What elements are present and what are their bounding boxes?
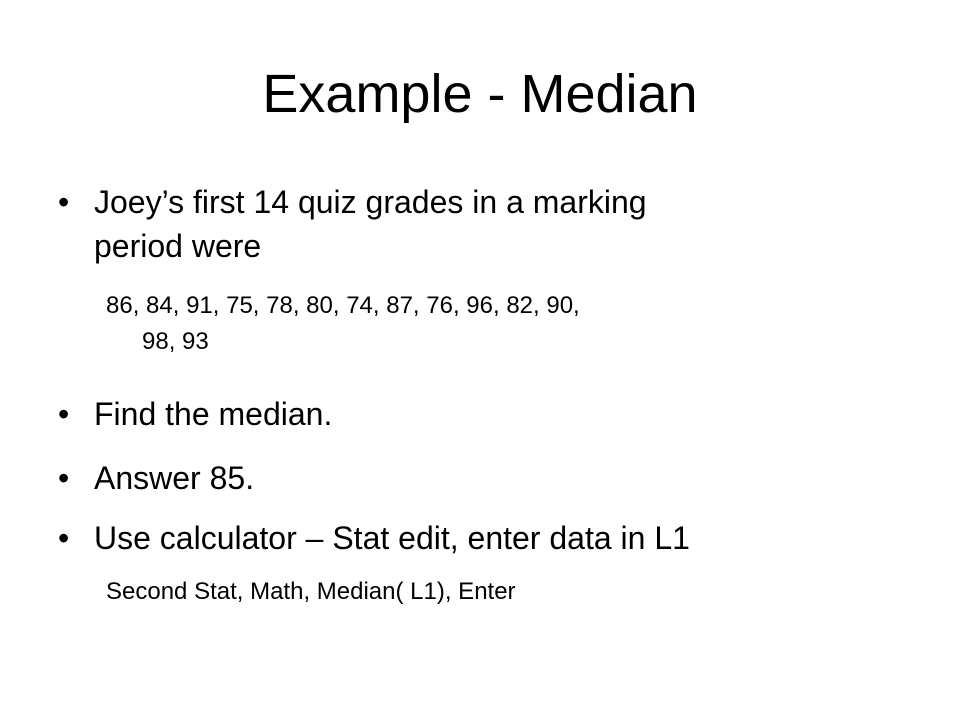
bullet-marker: • bbox=[58, 184, 70, 220]
bullet-answer bbox=[58, 456, 918, 500]
bullet-marker: • bbox=[58, 396, 70, 432]
bullet-text: Answer 85. bbox=[94, 460, 255, 496]
bullet-use-calculator bbox=[58, 516, 918, 560]
bullet-text-line-1: Joey’s first 14 quiz grades in a marking bbox=[94, 184, 647, 220]
quiz-grades-values bbox=[106, 288, 580, 360]
bullet-text-line-2: period were bbox=[94, 228, 262, 264]
bullet-text bbox=[94, 180, 918, 268]
bullet-text: Find the median. bbox=[94, 396, 333, 432]
bullet-quiz-grades bbox=[58, 180, 918, 268]
bullet-find-median bbox=[58, 392, 918, 436]
bullet-text: Use calculator – Stat edit, enter data in L1 bbox=[94, 520, 690, 556]
bullet-marker: • bbox=[58, 460, 70, 496]
values-line-2: 98, 93 bbox=[142, 328, 209, 355]
calculator-steps-text: Second Stat, Math, Median( L1), Enter bbox=[106, 578, 516, 605]
values-line-1: 86, 84, 91, 75, 78, 80, 74, 87, 76, 96, 82, 90, bbox=[106, 292, 580, 319]
bullet-marker: • bbox=[58, 520, 70, 556]
slide-title: Example - Median bbox=[262, 64, 698, 124]
calculator-steps bbox=[106, 574, 516, 610]
